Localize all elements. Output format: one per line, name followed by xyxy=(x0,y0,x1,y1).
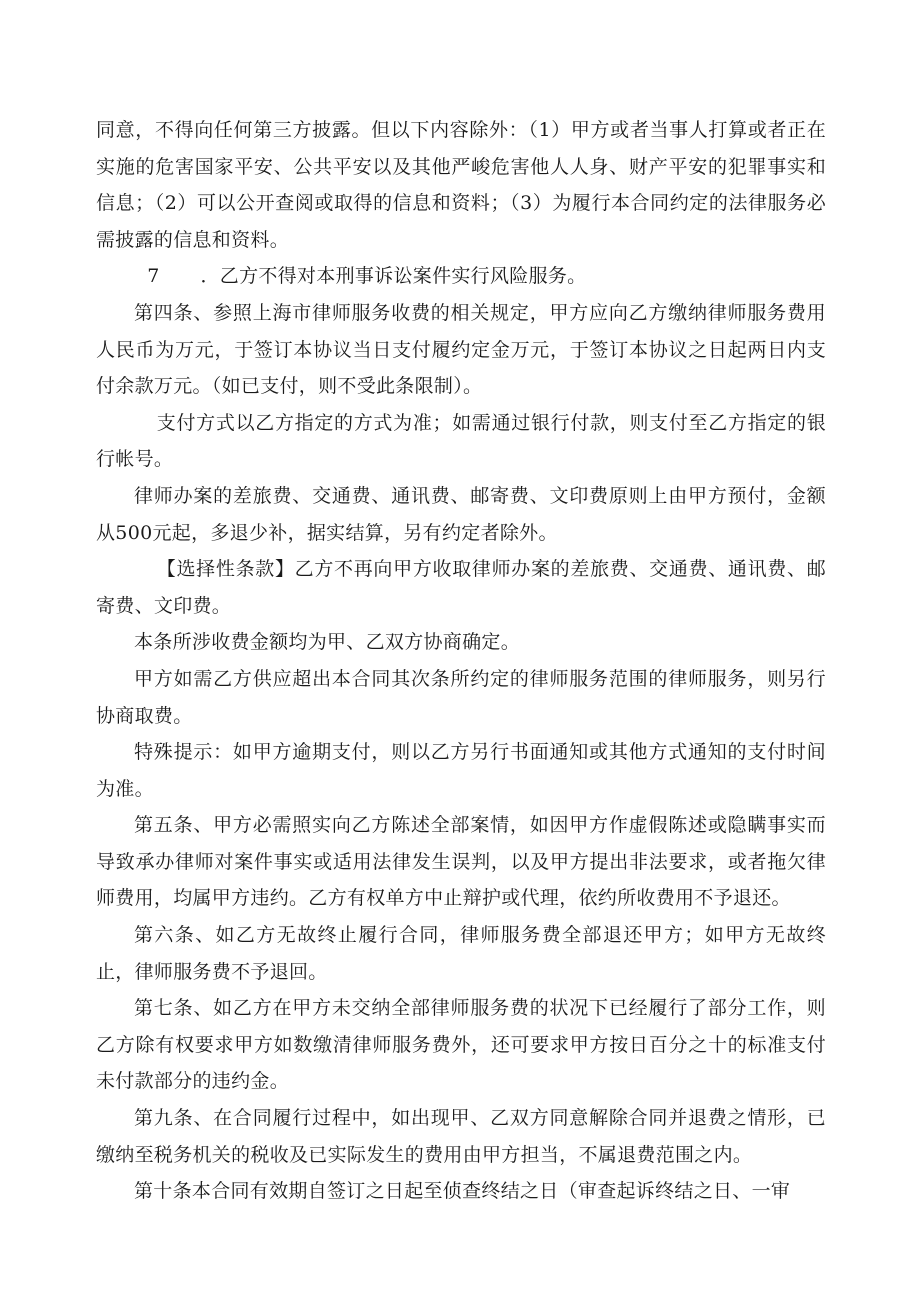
article-10-validity: 第十条本合同有效期自签订之日起至侦查终结之日（审查起诉终结之日、一审 xyxy=(134,1180,791,1203)
special-notice: 特殊提示：如甲方逾期支付，则以乙方另行书面通知或其他方式通知的支付时间为准。 xyxy=(96,741,826,800)
article-9-refund: 第九条、在合同履行过程中，如出现甲、乙双方同意解除合同并退费之情形，已缴纳至税务机关的税收及已实际发生的费用由甲方担当，不属退费范围之内。 xyxy=(96,1107,826,1166)
document-page xyxy=(96,112,826,1210)
expense-advance: 律师办案的差旅费、交通费、通讯费、邮寄费、文印费原则上由甲方预付，金额从500元起，多退少补，据实结算，另有约定者除外。 xyxy=(96,484,826,544)
optional-clause: 【选择性条款】乙方不再向甲方收取律师办案的差旅费、交通费、通讯费、邮寄费、文印费。 xyxy=(96,558,826,617)
clause-item-7 xyxy=(96,258,826,295)
clause-item-7-text: ．乙方不得对本刑事诉讼案件实行风险服务。 xyxy=(200,265,587,288)
article-7-late-payment: 第七条、如乙方在甲方未交纳全部律师服务费的状况下已经履行了部分工作，则乙方除有权要求甲方如数缴清律师服务费外，还可要求甲方按日百分之十的标准支付未付款部分的违约金。 xyxy=(96,997,826,1093)
article-6-termination: 第六条、如乙方无故终止履行合同，律师服务费全部退还甲方；如甲方无故终止，律师服务费不予退回。 xyxy=(96,924,826,983)
payment-method: 支付方式以乙方指定的方式为准；如需通过银行付款，则支付至乙方指定的银行帐号。 xyxy=(96,411,826,471)
confidentiality-clause-continuation: 同意，不得向任何第三方披露。但以下内容除外：（1）甲方或者当事人打算或者正在实施的危害国家平安、公共平安以及其他严峻危害他人人身、财产平安的犯罪事实和信息；（2）可以公开查阅或取得的信息和资料；（3）为履行本合同约定的法律服务必需披露的信息和资料。 xyxy=(96,119,826,251)
additional-services: 甲方如需乙方供应超出本合同其次条所约定的律师服务范围的律师服务，则另行协商取费。 xyxy=(96,667,826,727)
fee-negotiated: 本条所涉收费金额均为甲、乙双方协商确定。 xyxy=(134,631,521,654)
article-5-disclosure: 第五条、甲方必需照实向乙方陈述全部案情，如因甲方作虚假陈述或隐瞒事实而导致承办律师对案件事实或适用法律发生误判，以及甲方提出非法要求，或者拖欠律师费用，均属甲方违约。乙方有权单方中止辩护或代理，依约所收费用不予退还。 xyxy=(96,814,826,910)
clause-item-7-number: 7 xyxy=(147,265,160,288)
article-4-fee: 第四条、参照上海市律师服务收费的相关规定，甲方应向乙方缴纳律师服务费用人民币为万元，于签订本协议当日支付履约定金万元，于签订本协议之日起两日内支付余款万元。（如已支付，则不受此条限制）。 xyxy=(96,301,826,398)
